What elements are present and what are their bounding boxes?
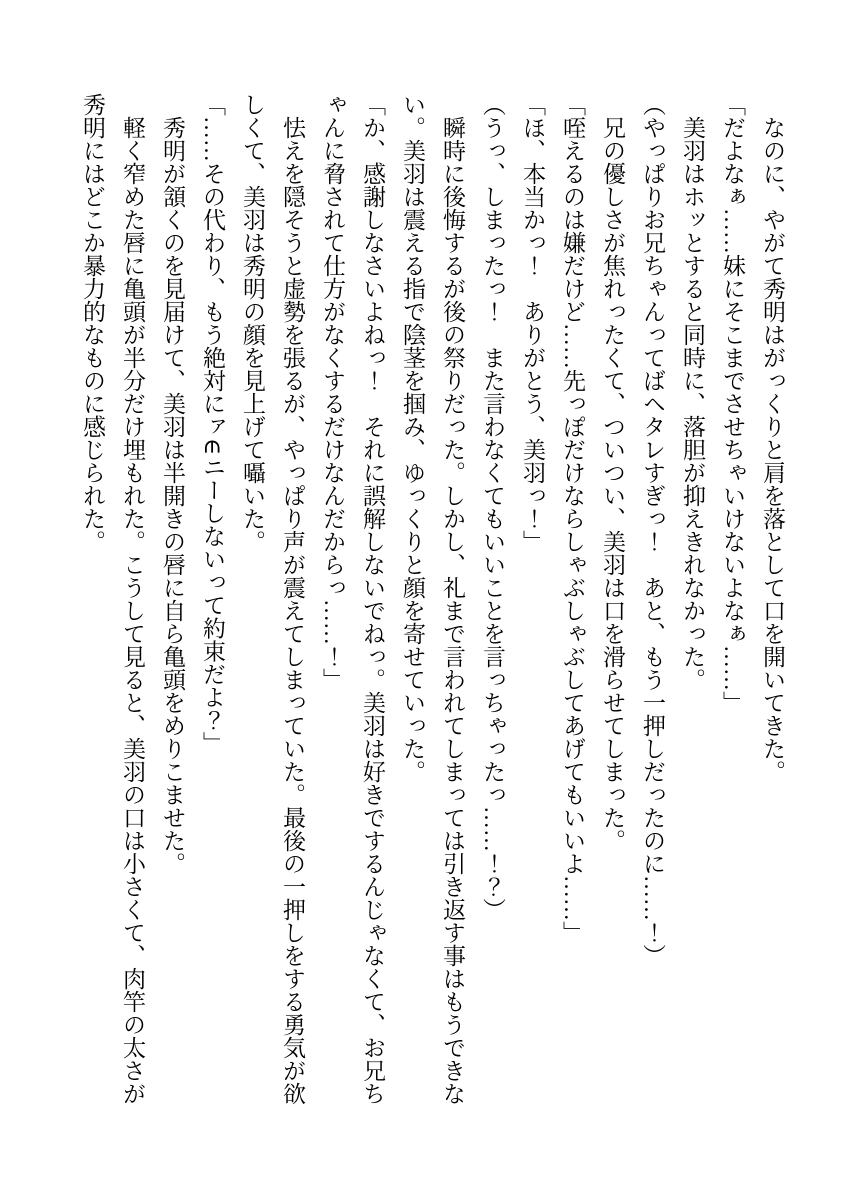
paragraph: 軽く窄めた唇に亀頭が半分だけ埋もれた。こうして見ると、美羽の口は小さくて、肉竿の太さが秀明にはどこか暴力的なものに感じられた。 [80, 93, 145, 1105]
paragraph: 「ほ、本当かっ！ ありがとう、美羽っ！」 [520, 93, 545, 553]
paragraph: （やっぱりお兄ちゃんってばヘタレすぎっ！ あと、もう一押しだったのに……！） [640, 93, 665, 967]
paragraph: 「か、感謝しなさいよねっ！ それに誤解しないでねっ。美羽は好きでするんじゃなくて、お兄ちゃんに脅されて仕方がなくするだけなんだからっ……！」 [320, 93, 385, 1105]
paragraph: 「だよなぁ……妹にそこまでさせちゃいけないよなぁ……」 [720, 93, 745, 714]
paragraph: 秀明が頷くのを見届けて、美羽は半開きの唇に自ら亀頭をめりこませた。 [160, 116, 185, 875]
paragraph: 美羽はホッとすると同時に、落胆が抑えきれなかった。 [680, 116, 705, 691]
paragraph: 「咥えるのは嫌だけど……先っぽだけならしゃぶしゃぶしてあげてもいいよ……」 [560, 93, 585, 944]
paragraph: 瞬時に後悔するが後の祭りだった。しかし、礼まで言われてしまっては引き返す事はもうできない。美羽は震える指で陰茎を掴み、ゆっくりと顔を寄せていった。 [400, 93, 465, 1105]
paragraph: 「……その代わり、もう絶対にァ∈ニーしないって約束だよ？」 [200, 93, 225, 755]
paragraph: （うっ、しまったっ！ また言わなくてもいいことを言っちゃったっ……！？） [480, 93, 505, 921]
paragraph: 怯えを隠そうと虚勢を張るが、やっぱり声が震えてしまっていた。最後の一押しをする勇気が欲しくて、美羽は秀明の顔を見上げて囁いた。 [240, 93, 305, 1105]
paragraph: なのに、やがて秀明はがっくりと肩を落として口を開いてきた。 [760, 116, 785, 783]
paragraph: 兄の優しさが焦れったくて、ついつい、美羽は口を滑らせてしまった。 [600, 116, 625, 852]
vertical-text-body [72, 93, 792, 1106]
